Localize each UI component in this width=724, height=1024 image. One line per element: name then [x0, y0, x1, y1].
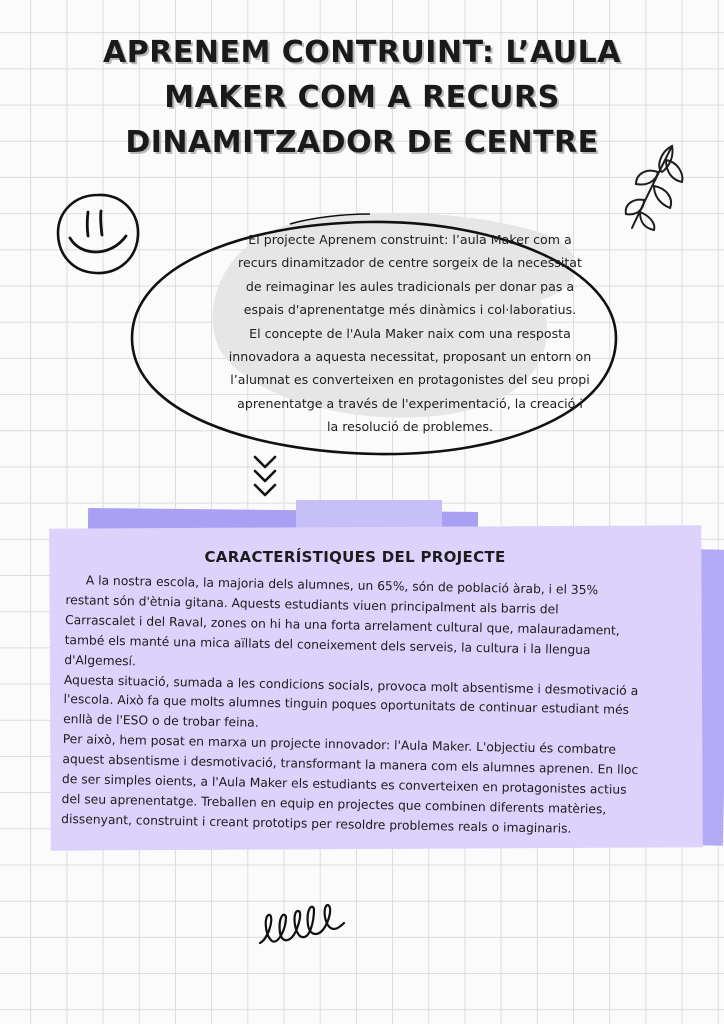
features-line: d'Algemesí. — [64, 652, 137, 668]
intro-line: aprenentatge a través de l'experimentació, la creació i — [237, 395, 583, 411]
features-line: també els manté una mica aïllats del coneixement dels serveis, la cultura i la llengua — [64, 632, 591, 657]
intro-line: de reimaginar les aules tradicionals per donar pas a — [245, 278, 575, 294]
features-line: de ser simples oients, a l'Aula Maker els estudiants es converteixen en protagonistes actius — [61, 772, 627, 797]
features-line: del seu aprenentatge. Treballen en equip en projectes que combinen diferents matèries, — [61, 791, 607, 817]
intro-line: El projecte Aprenem construint: l’aula Maker com a — [248, 232, 572, 247]
features-text — [61, 571, 706, 842]
loop-scribble-icon — [256, 895, 346, 951]
features-line: restant són d'ètnia gitana. Aquests estudiants viuen principalment als barris del — [65, 592, 559, 617]
intro-paragraph — [200, 228, 620, 439]
intro-line: innovadora a aquesta necessitat, proposant un entorn on — [228, 349, 592, 365]
features-line: dissenyant, construint i creant prototips per resoldre problemes reals o imaginaris. — [61, 811, 572, 836]
page-title — [70, 30, 654, 165]
intro-line: la resolució de problemes. — [327, 419, 493, 435]
features-line: enllà de l'ESO o de trobar feina. — [63, 712, 259, 731]
chevron-down-icon — [250, 452, 280, 504]
features-line: aquest absentisme i desmotivació, transformant la manera com els alumnes aprenen. En lloc — [62, 752, 639, 778]
intro-line: recurs dinamitzador de centre sorgeix de la necessitat — [238, 255, 582, 271]
features-line: Carrascalet i del Raval, zones on hi ha una forta arrelament cultural que, malauradament, — [64, 612, 620, 638]
features-line: Per això, hem posat en marxa un projecte innovador: l'Aula Maker. L'objectiu és combatre — [62, 732, 617, 757]
features-line: A la nostra escola, la majoria dels alumnes, un 65%, són de població àrab, i el 35% — [85, 573, 599, 598]
intro-line: l’alumnat es converteixen en protagonistes del seu propi — [230, 372, 590, 388]
intro-line: espais d'aprenentatge més dinàmics i col·laboratius. — [243, 302, 577, 318]
features-heading: CARACTERÍSTIQUES DEL PROJECTE — [204, 548, 506, 566]
title-line-2: MAKER COM A RECURS — [164, 80, 560, 115]
features-line: l'escola. Això fa que molts alumnes tinguin poques oportunitats de continuar estudiant més — [63, 692, 630, 718]
title-line-1: APRENEM CONTRUINT: L’AULA — [103, 35, 621, 70]
title-line-3: DINAMITZADOR DE CENTRE — [125, 125, 599, 160]
intro-line: El concepte de l'Aula Maker naix com una resposta — [249, 325, 571, 341]
features-line: Aquesta situació, sumada a les condicions socials, provoca molt absentisme i desmotivació a — [63, 672, 639, 698]
